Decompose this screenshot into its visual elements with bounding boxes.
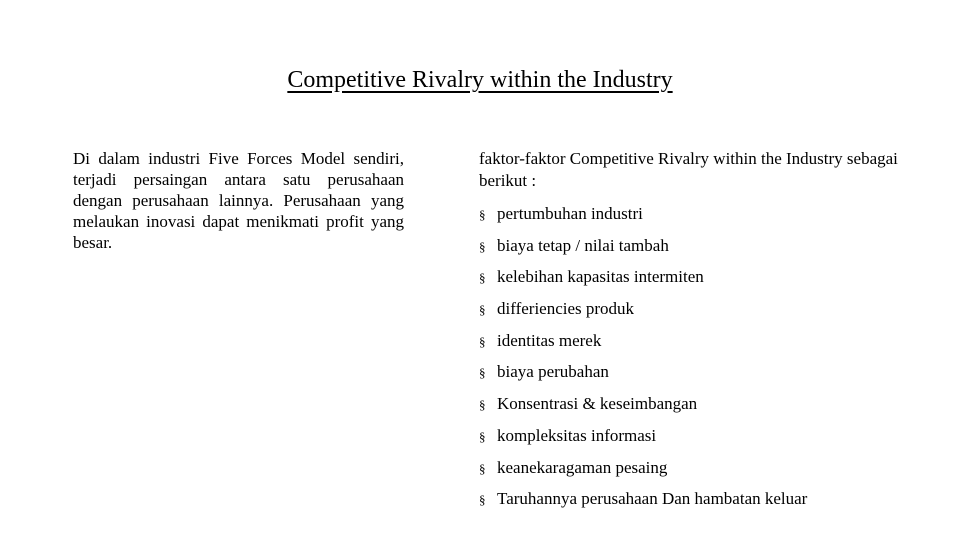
list-item-label: Konsentrasi & keseimbangan: [497, 394, 698, 414]
list-item-label: keanekaragaman pesaing: [497, 457, 668, 477]
slide-title: Competitive Rivalry within the Industry: [287, 67, 673, 93]
bullet-icon: §: [479, 397, 486, 413]
right-column: [479, 148, 899, 520]
list-item-label: biaya tetap / nilai tambah: [497, 235, 669, 255]
factors-list: [479, 203, 899, 520]
list-item: [479, 330, 899, 362]
list-item-label: Taruhannya perusahaan Dan hambatan keluar: [497, 489, 808, 509]
list-item-label: kelebihan kapasitas intermiten: [497, 267, 704, 287]
list-item: [479, 298, 899, 330]
factors-intro: faktor-faktor Competitive Rivalry within the Industry sebagai berikut :: [479, 149, 898, 190]
list-item: [479, 235, 899, 267]
left-paragraph: Di dalam industri Five Forces Model sendiri, terjadi persaingan antara satu perusahaan dengan perusahaan lainnya. Perusahaan yang melaukan inovasi dapat menikmati profit yang besar.: [73, 149, 404, 252]
list-item: [479, 266, 899, 298]
bullet-icon: §: [479, 365, 486, 381]
bullet-icon: §: [479, 238, 486, 254]
list-item-label: identitas merek: [497, 330, 602, 350]
list-item-label: pertumbuhan industri: [497, 204, 643, 223]
bullet-icon: §: [479, 333, 486, 349]
list-item: [479, 488, 899, 520]
bullet-icon: §: [479, 207, 486, 222]
list-item: [479, 425, 899, 457]
list-item-label: kompleksitas informasi: [497, 425, 657, 445]
bullet-icon: §: [479, 492, 486, 508]
list-item: [479, 361, 899, 393]
list-item-label: biaya perubahan: [497, 362, 609, 382]
bullet-icon: §: [479, 460, 486, 476]
bullet-icon: §: [479, 270, 486, 286]
list-item: [479, 393, 899, 425]
list-item: [479, 203, 899, 235]
bullet-icon: §: [479, 428, 486, 444]
list-item: [479, 457, 899, 489]
bullet-icon: §: [479, 302, 486, 318]
list-item-label: differiencies produk: [497, 299, 635, 319]
